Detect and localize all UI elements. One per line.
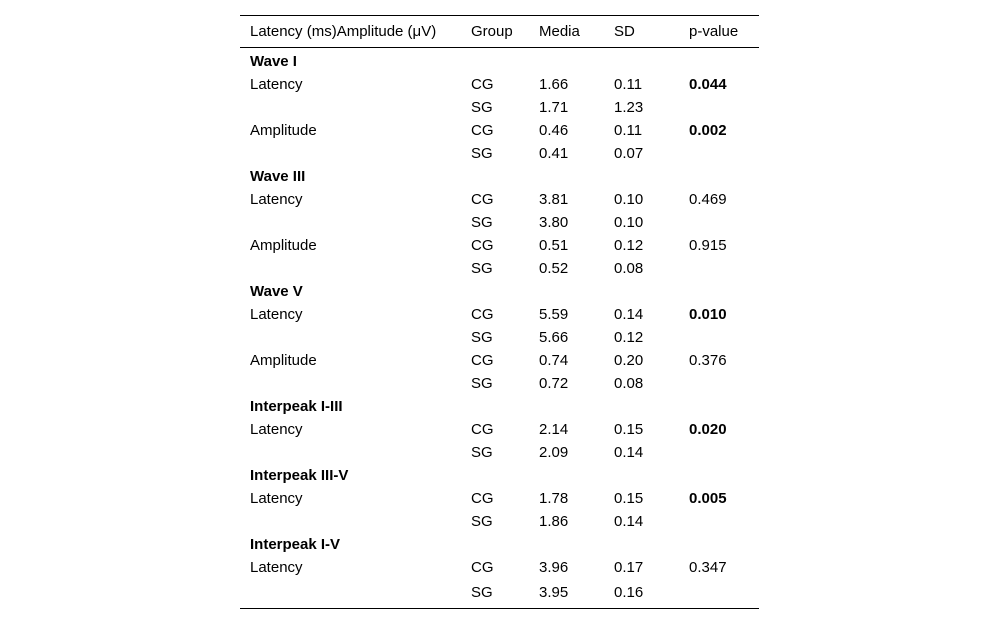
measure-cell: Amplitude — [250, 352, 317, 369]
measure-cell — [240, 579, 461, 609]
p-value-cell — [679, 579, 759, 609]
group-cell: SG — [471, 375, 493, 392]
group-cell: CG — [471, 122, 494, 139]
section-label: Interpeak I-V — [250, 536, 341, 553]
sd-cell: 0.14 — [614, 513, 644, 530]
group-cell: CG — [471, 306, 494, 323]
p-value-cell — [679, 372, 759, 395]
measure-cell — [240, 510, 461, 533]
sd-cell: 0.08 — [614, 375, 644, 392]
section-row — [240, 533, 759, 556]
media-cell: 1.86 — [539, 513, 569, 530]
sd-cell: 0.20 — [614, 352, 644, 369]
header-measure: Latency (ms)Amplitude (μV) — [250, 23, 437, 40]
p-value-cell — [679, 211, 759, 234]
section-label: Wave I — [250, 53, 297, 70]
group-cell: SG — [471, 214, 493, 231]
measure-cell — [240, 257, 461, 280]
header-p-value: p-value — [689, 23, 739, 40]
sd-cell: 0.17 — [614, 559, 644, 576]
p-value-cell: 0.002 — [689, 122, 727, 139]
table-row — [240, 326, 759, 349]
media-cell: 0.52 — [539, 260, 569, 277]
measure-cell: Latency — [250, 191, 303, 208]
p-value-cell — [679, 142, 759, 165]
media-cell: 3.96 — [539, 559, 569, 576]
table-row — [240, 556, 759, 579]
group-cell: SG — [471, 145, 493, 162]
header-row — [240, 16, 759, 48]
table-row — [240, 487, 759, 510]
group-cell: CG — [471, 352, 494, 369]
p-value-cell: 0.347 — [689, 559, 727, 576]
measure-cell: Amplitude — [250, 122, 317, 139]
p-value-cell: 0.020 — [689, 421, 727, 438]
measure-cell — [240, 441, 461, 464]
section-row — [240, 280, 759, 303]
media-cell: 1.71 — [539, 99, 569, 116]
group-cell: SG — [471, 444, 493, 461]
sd-cell: 0.11 — [614, 76, 643, 93]
media-cell: 3.95 — [539, 584, 569, 601]
sd-cell: 0.12 — [614, 237, 644, 254]
media-cell: 0.72 — [539, 375, 569, 392]
p-value-cell — [679, 510, 759, 533]
media-cell: 0.46 — [539, 122, 569, 139]
table-row — [240, 441, 759, 464]
group-cell: CG — [471, 421, 494, 438]
measure-cell: Latency — [250, 490, 303, 507]
measure-cell — [240, 142, 461, 165]
media-cell: 1.78 — [539, 490, 569, 507]
media-cell: 2.14 — [539, 421, 569, 438]
sd-cell: 0.12 — [614, 329, 644, 346]
table-row — [240, 73, 759, 96]
table-body — [240, 48, 759, 609]
group-cell: SG — [471, 329, 493, 346]
group-cell: SG — [471, 584, 493, 601]
group-cell: CG — [471, 490, 494, 507]
measure-cell: Latency — [250, 306, 303, 323]
media-cell: 1.66 — [539, 76, 569, 93]
measure-cell: Latency — [250, 421, 303, 438]
p-value-cell: 0.376 — [689, 352, 727, 369]
p-value-cell — [679, 326, 759, 349]
sd-cell: 0.08 — [614, 260, 644, 277]
section-row — [240, 464, 759, 487]
sd-cell: 0.15 — [614, 421, 644, 438]
p-value-cell: 0.010 — [689, 306, 727, 323]
group-cell: CG — [471, 237, 494, 254]
table-row — [240, 234, 759, 257]
header-group: Group — [471, 23, 513, 40]
group-cell: CG — [471, 191, 494, 208]
table-header — [240, 16, 759, 48]
header-media: Media — [539, 23, 580, 40]
section-label: Wave III — [250, 168, 306, 185]
table-row — [240, 188, 759, 211]
group-cell: SG — [471, 99, 493, 116]
section-row — [240, 395, 759, 418]
section-row — [240, 165, 759, 188]
media-cell: 0.41 — [539, 145, 569, 162]
p-value-cell — [679, 441, 759, 464]
table-row — [240, 96, 759, 119]
sd-cell: 0.11 — [614, 122, 643, 139]
table-row — [240, 510, 759, 533]
media-cell: 3.80 — [539, 214, 569, 231]
media-cell: 0.51 — [539, 237, 569, 254]
measure-cell: Latency — [250, 559, 303, 576]
table-row — [240, 418, 759, 441]
table-row — [240, 303, 759, 326]
media-cell: 0.74 — [539, 352, 569, 369]
group-cell: SG — [471, 513, 493, 530]
p-value-cell: 0.469 — [689, 191, 727, 208]
group-cell: CG — [471, 559, 494, 576]
group-cell: SG — [471, 260, 493, 277]
media-cell: 3.81 — [539, 191, 569, 208]
sd-cell: 0.10 — [614, 214, 644, 231]
measure-cell — [240, 96, 461, 119]
section-label: Wave V — [250, 283, 303, 300]
p-value-cell — [679, 257, 759, 280]
measure-cell — [240, 211, 461, 234]
table-row — [240, 372, 759, 395]
table-row — [240, 349, 759, 372]
media-cell: 5.66 — [539, 329, 569, 346]
measure-cell — [240, 372, 461, 395]
measure-cell: Amplitude — [250, 237, 317, 254]
measure-cell — [240, 326, 461, 349]
sd-cell: 0.15 — [614, 490, 644, 507]
p-value-cell: 0.915 — [689, 237, 727, 254]
sd-cell: 0.07 — [614, 145, 644, 162]
table-row — [240, 142, 759, 165]
results-table-container — [240, 15, 759, 609]
table-row — [240, 211, 759, 234]
measure-cell: Latency — [250, 76, 303, 93]
header-sd: SD — [614, 23, 635, 40]
group-cell: CG — [471, 76, 494, 93]
section-label: Interpeak III-V — [250, 467, 349, 484]
table-row — [240, 579, 759, 609]
table-row — [240, 119, 759, 142]
media-cell: 5.59 — [539, 306, 569, 323]
p-value-cell: 0.005 — [689, 490, 727, 507]
media-cell: 2.09 — [539, 444, 569, 461]
sd-cell: 0.14 — [614, 444, 644, 461]
table-row — [240, 257, 759, 280]
sd-cell: 1.23 — [614, 99, 644, 116]
sd-cell: 0.16 — [614, 584, 644, 601]
p-value-cell — [679, 96, 759, 119]
results-table — [240, 15, 759, 609]
section-row — [240, 48, 759, 74]
sd-cell: 0.10 — [614, 191, 644, 208]
sd-cell: 0.14 — [614, 306, 644, 323]
section-label: Interpeak I-III — [250, 398, 343, 415]
p-value-cell: 0.044 — [689, 76, 727, 93]
